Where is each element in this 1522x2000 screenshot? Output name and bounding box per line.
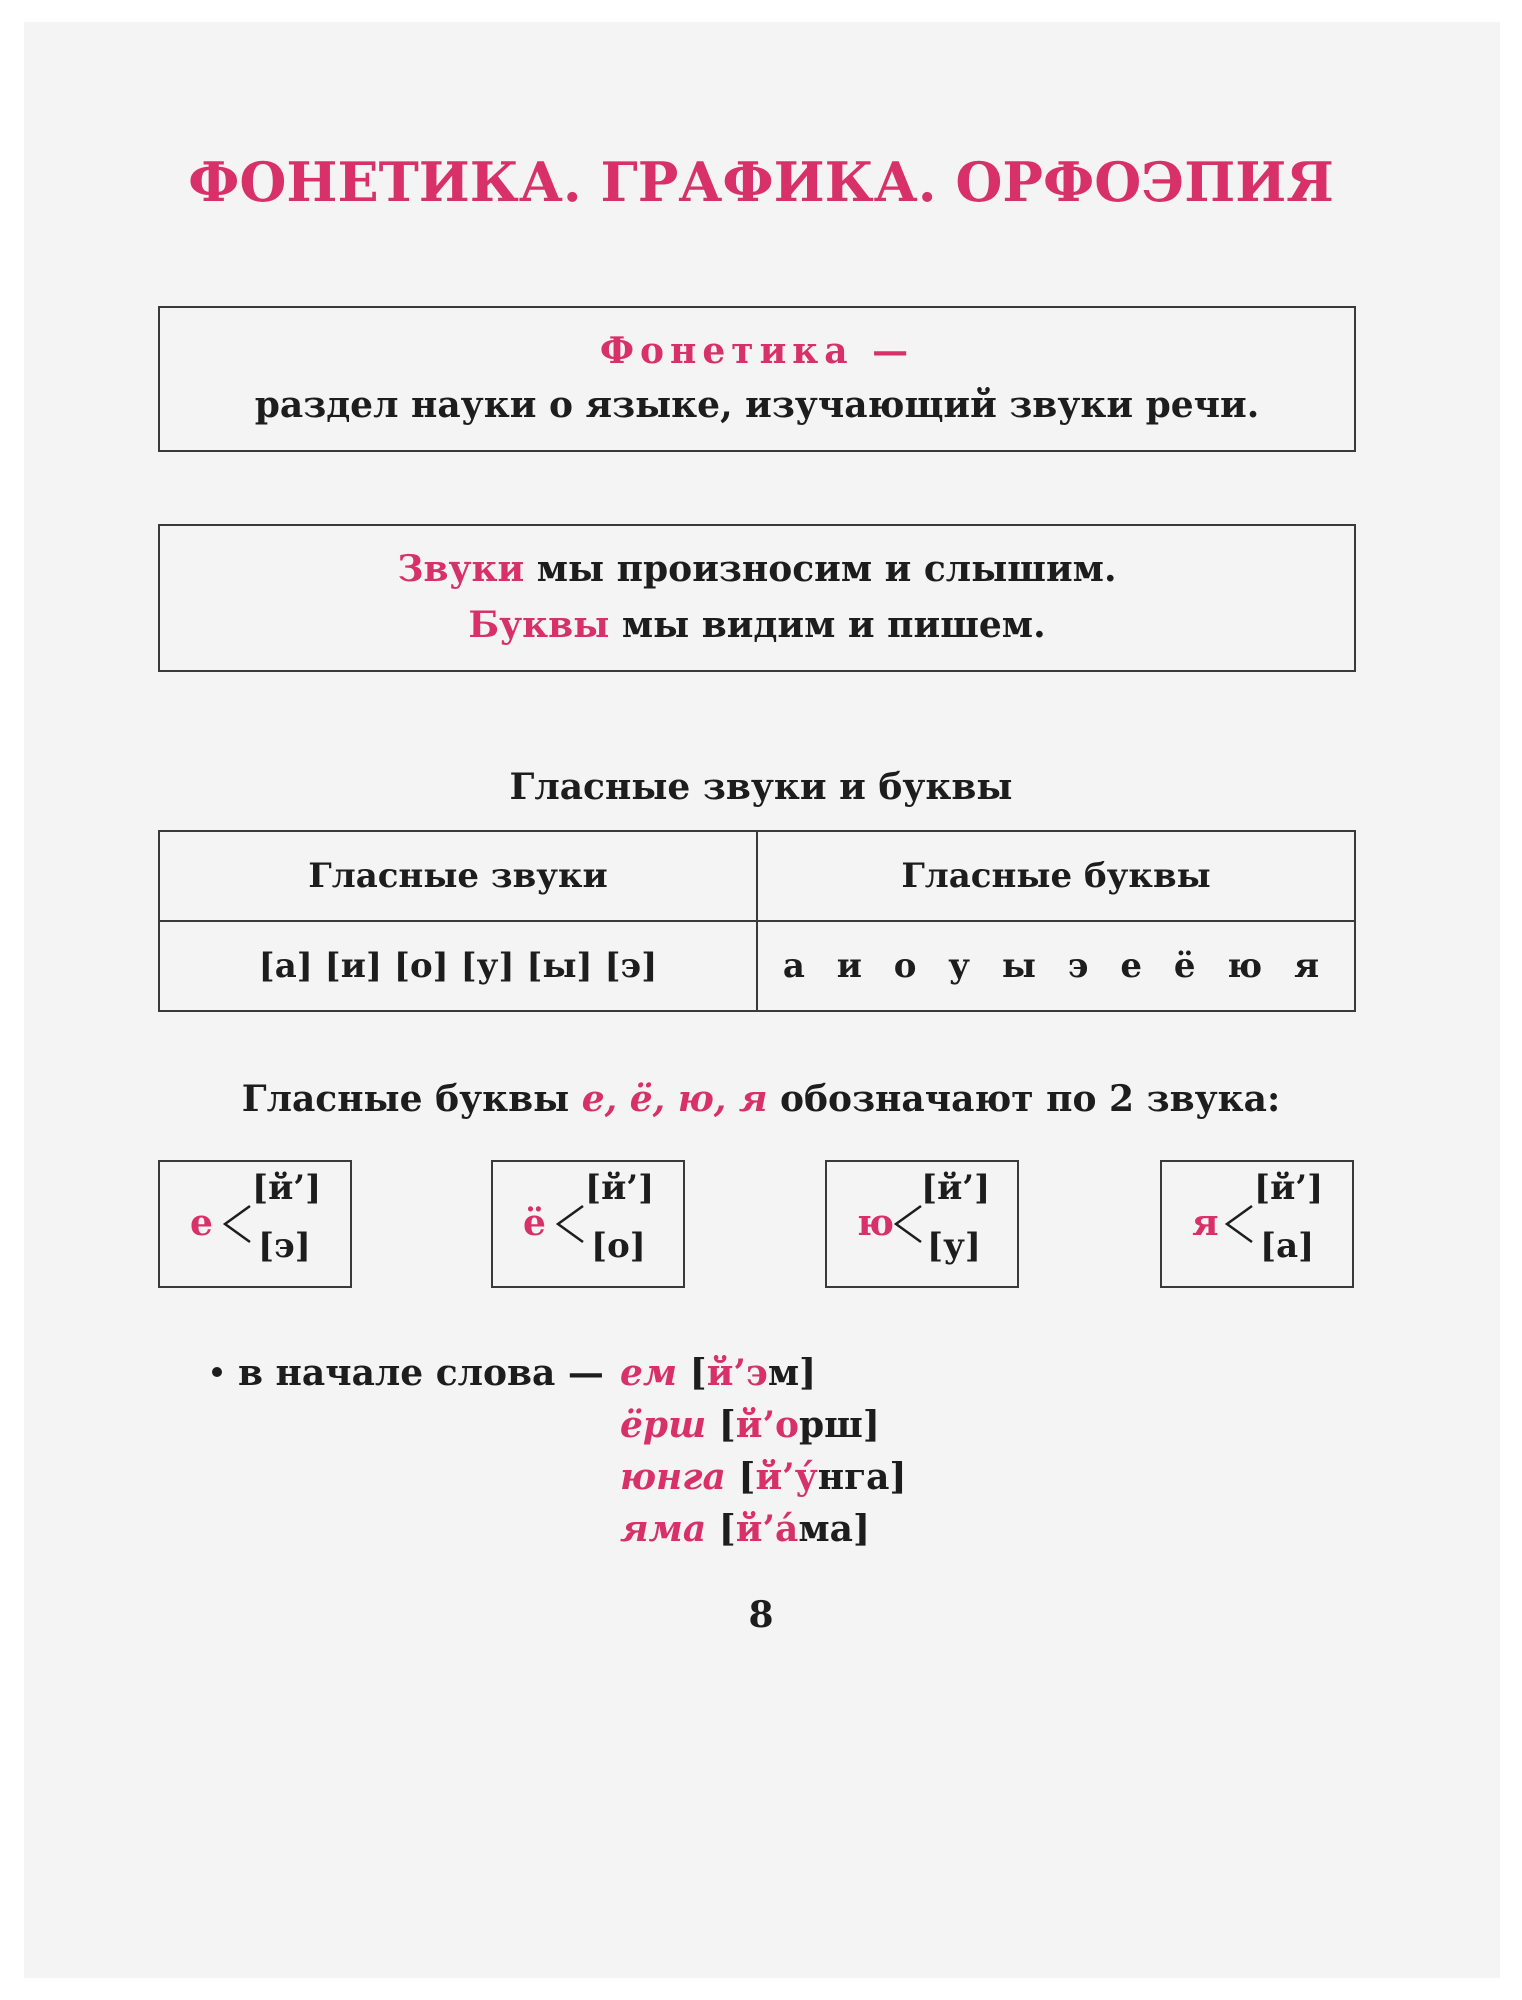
vowel-table-title: Гласные звуки и буквы (509, 766, 1013, 808)
two-sounds-prefix: Гласные буквы (241, 1078, 582, 1120)
cell-vowel-sounds: [а] [и] [о] [у] [ы] [э] (159, 921, 757, 1011)
example-transcription-rest: м] (767, 1352, 817, 1394)
list-item (620, 1456, 907, 1498)
table-header-row (159, 831, 1355, 921)
example-transcription-rest: рш] (799, 1404, 880, 1446)
example-transcription-accent: й’о (735, 1404, 799, 1446)
examples-label-text: в начале слова — (238, 1352, 604, 1394)
letter-e-sound-bottom: [э] (258, 1226, 311, 1266)
header-vowel-letters: Гласные буквы (757, 831, 1355, 921)
letter-e: е (190, 1202, 213, 1244)
sounds-letters-box (158, 524, 1356, 672)
vowel-table (158, 830, 1356, 1012)
letter-box-yu (825, 1160, 1019, 1288)
example-transcription-rest: ма] (798, 1508, 870, 1550)
letter-yo: ё (523, 1202, 546, 1244)
page-title: ФОНЕТИКА. ГРАФИКА. ОРФОЭПИЯ (188, 150, 1334, 214)
examples-label (212, 1352, 604, 1394)
sounds-line-rest: мы произносим и слышим. (524, 548, 1117, 590)
example-transcription-accent: й’а́ (735, 1508, 799, 1550)
definition-text: раздел науки о языке, изучающий звуки речи. (254, 384, 1260, 426)
table-row (159, 921, 1355, 1011)
letter-yu-sound-bottom: [у] (927, 1226, 981, 1266)
example-transcription-accent: й’у́ (755, 1456, 818, 1498)
split-chevron-icon (222, 1204, 252, 1244)
example-transcription-open: [ (677, 1352, 707, 1394)
two-sounds-suffix: обозначают по 2 звука: (767, 1078, 1281, 1120)
cell-vowel-letters: а и о у ы э е ё ю я (757, 921, 1355, 1011)
two-sounds-letters: е, ё, ю, я (581, 1078, 768, 1120)
definition-box (158, 306, 1356, 452)
letter-box-ya (1160, 1160, 1354, 1288)
sounds-line (160, 548, 1354, 590)
letter-yu-sound-top: [й’] (921, 1168, 991, 1208)
example-transcription-accent: й’э (706, 1352, 768, 1394)
split-chevron-icon (555, 1204, 585, 1244)
example-word: юнга (620, 1456, 726, 1498)
example-transcription-rest: нга] (817, 1456, 907, 1498)
example-word: яма (620, 1508, 707, 1550)
definition-term: Фонетика — (599, 330, 915, 372)
list-item (620, 1404, 880, 1446)
letter-ya-sound-top: [й’] (1254, 1168, 1324, 1208)
list-item (620, 1352, 816, 1394)
letter-ya: я (1192, 1202, 1219, 1244)
letters-line-rest: мы видим и пишем. (609, 604, 1046, 646)
two-sounds-note (0, 1078, 1522, 1120)
header-vowel-sounds: Гласные звуки (159, 831, 757, 921)
letters-word: Буквы (468, 604, 610, 646)
letter-yo-sound-bottom: [о] (591, 1226, 646, 1266)
example-word: ёрш (620, 1404, 707, 1446)
letter-box-yo (491, 1160, 685, 1288)
letter-yo-sound-top: [й’] (585, 1168, 655, 1208)
letter-box-e (158, 1160, 352, 1288)
split-chevron-icon (1224, 1204, 1254, 1244)
page-number: 8 (748, 1594, 774, 1636)
letter-ya-sound-bottom: [а] (1260, 1226, 1315, 1266)
split-chevron-icon (893, 1204, 923, 1244)
sounds-word: Звуки (397, 548, 525, 590)
letters-line (160, 604, 1354, 646)
letter-e-sound-top: [й’] (252, 1168, 322, 1208)
example-word: ем (620, 1352, 678, 1394)
letter-yu: ю (857, 1202, 894, 1244)
list-item (620, 1508, 870, 1550)
example-transcription-open: [ (706, 1508, 736, 1550)
example-transcription-open: [ (706, 1404, 736, 1446)
example-transcription-open: [ (725, 1456, 756, 1498)
bullet-icon (212, 1367, 222, 1377)
